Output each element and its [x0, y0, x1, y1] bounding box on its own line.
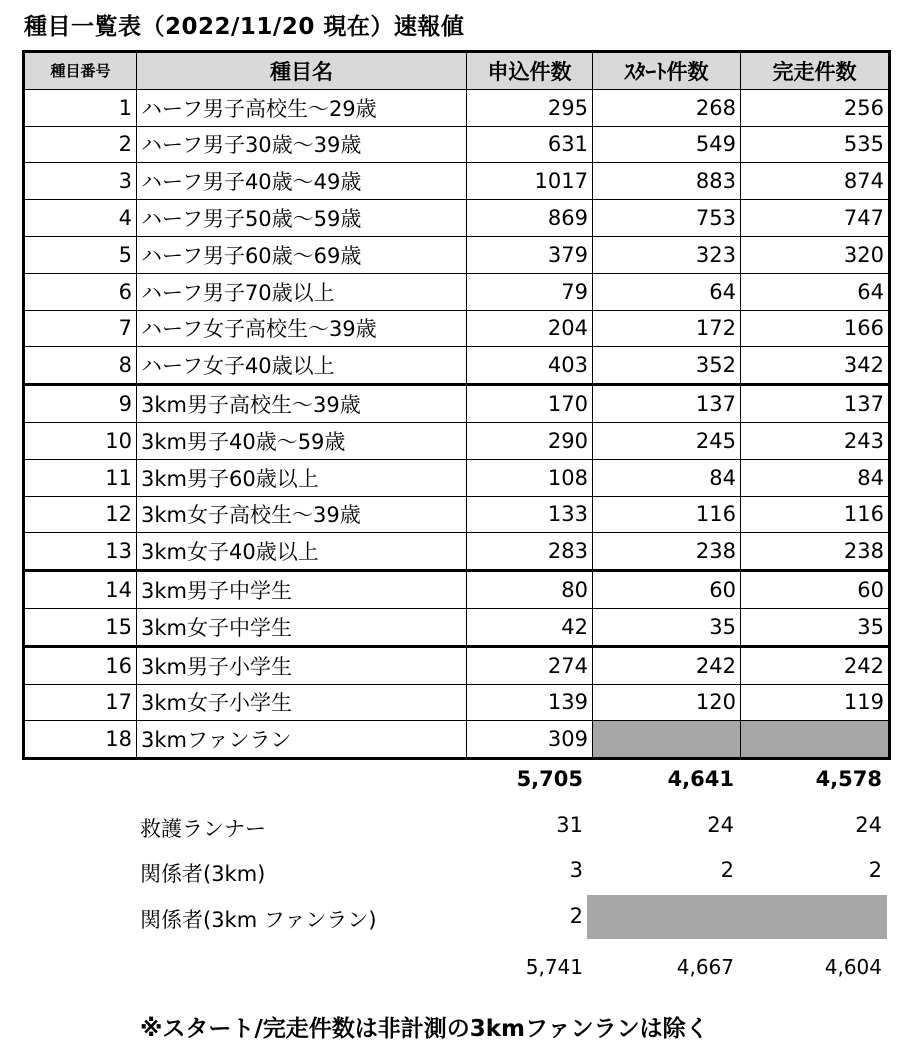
finishes-cell: 243 [741, 422, 890, 459]
table-row [24, 126, 890, 163]
event-name-cell: 3km女子40歳以上 [137, 533, 467, 571]
finishes-cell: 119 [741, 684, 890, 721]
event-name-cell: 3km男子高校生～39歳 [137, 385, 467, 423]
table-row [24, 273, 890, 310]
header-event-name: 種目名 [137, 52, 467, 90]
event-name-cell: 3km女子高校生～39歳 [137, 496, 467, 533]
finishes-cell: 747 [741, 200, 890, 237]
event-name-cell: ハーフ男子40歳～49歳 [137, 163, 467, 200]
event-number-cell: 9 [24, 385, 137, 423]
applications-cell: 295 [467, 89, 593, 126]
event-number-cell: 1 [24, 89, 137, 126]
applications-cell: 204 [467, 310, 593, 347]
applications-cell: 133 [467, 496, 593, 533]
event-name-cell: 3km男子40歳～59歳 [137, 422, 467, 459]
events-table [22, 50, 891, 760]
starts-cell: 883 [593, 163, 741, 200]
applications-cell: 309 [467, 721, 593, 759]
event-number-cell: 4 [24, 200, 137, 237]
event-number-cell: 11 [24, 459, 137, 496]
total-finishes: 4,604 [824, 955, 882, 979]
finishes-cell: 535 [741, 126, 890, 163]
footnote: ※スタート/完走件数は非計測の3kmファンランは除く [140, 1016, 709, 1042]
starts-cell: 64 [593, 273, 741, 310]
applications-cell: 274 [467, 646, 593, 684]
event-number-cell: 12 [24, 496, 137, 533]
applications-cell: 139 [467, 684, 593, 721]
table-header-row [24, 52, 890, 90]
starts-cell: 172 [593, 310, 741, 347]
table-row [24, 89, 890, 126]
event-number-cell: 7 [24, 310, 137, 347]
starts-cell: 352 [593, 347, 741, 385]
event-number-cell: 15 [24, 608, 137, 646]
event-number-cell: 16 [24, 646, 137, 684]
starts-cell: 242 [593, 646, 741, 684]
starts-cell: 84 [593, 459, 741, 496]
extra-applications: 2 [569, 904, 583, 928]
applications-cell: 290 [467, 422, 593, 459]
event-name-cell: 3km女子中学生 [137, 608, 467, 646]
extra-row [0, 858, 912, 898]
extra-row [0, 904, 912, 944]
extra-starts: 24 [707, 813, 734, 837]
extra-finishes: 2 [868, 858, 882, 882]
table-row [24, 684, 890, 721]
table-row [24, 571, 890, 609]
finishes-cell: 84 [741, 459, 890, 496]
subtotal-finishes: 4,578 [815, 767, 882, 791]
finishes-cell: 238 [741, 533, 890, 571]
table-row [24, 236, 890, 273]
table-row [24, 496, 890, 533]
event-number-cell: 5 [24, 236, 137, 273]
finishes-cell: 320 [741, 236, 890, 273]
event-name-cell: 3km男子60歳以上 [137, 459, 467, 496]
header-applications: 申込件数 [467, 52, 593, 90]
applications-cell: 79 [467, 273, 593, 310]
event-number-cell: 18 [24, 721, 137, 759]
extra-applications: 31 [556, 813, 583, 837]
page-title: 種目一覧表（2022/11/20 現在）速報値 [24, 14, 465, 40]
header-starts: ｽﾀｰﾄ件数 [593, 52, 741, 90]
header-event-number: 種目番号 [24, 52, 137, 90]
event-number-cell: 14 [24, 571, 137, 609]
event-name-cell: ハーフ男子70歳以上 [137, 273, 467, 310]
finishes-cell: 60 [741, 571, 890, 609]
event-name-cell: ハーフ男子高校生～29歳 [137, 89, 467, 126]
event-number-cell: 2 [24, 126, 137, 163]
extra-label: 救護ランナー [140, 817, 266, 841]
event-number-cell: 13 [24, 533, 137, 571]
total-applications: 5,741 [525, 955, 583, 979]
extra-label: 関係者(3km) [140, 862, 266, 886]
applications-cell: 170 [467, 385, 593, 423]
finishes-cell [741, 721, 890, 759]
table-row [24, 533, 890, 571]
event-name-cell: ハーフ男子60歳～69歳 [137, 236, 467, 273]
starts-cell: 245 [593, 422, 741, 459]
finishes-cell: 64 [741, 273, 890, 310]
applications-cell: 42 [467, 608, 593, 646]
starts-cell [593, 721, 741, 759]
applications-cell: 80 [467, 571, 593, 609]
event-number-cell: 3 [24, 163, 137, 200]
starts-cell: 753 [593, 200, 741, 237]
finishes-cell: 166 [741, 310, 890, 347]
extra-finishes: 24 [855, 813, 882, 837]
event-name-cell: ハーフ男子50歳～59歳 [137, 200, 467, 237]
starts-cell: 35 [593, 608, 741, 646]
table-row [24, 721, 890, 759]
finishes-cell: 874 [741, 163, 890, 200]
starts-cell: 549 [593, 126, 741, 163]
starts-cell: 137 [593, 385, 741, 423]
extra-starts: 2 [720, 858, 734, 882]
extra-applications: 3 [569, 858, 583, 882]
starts-cell: 238 [593, 533, 741, 571]
applications-cell: 108 [467, 459, 593, 496]
finishes-cell: 116 [741, 496, 890, 533]
subtotal-row [0, 767, 912, 807]
table-row [24, 200, 890, 237]
starts-cell: 120 [593, 684, 741, 721]
event-name-cell: 3km男子中学生 [137, 571, 467, 609]
applications-cell: 631 [467, 126, 593, 163]
table-row [24, 163, 890, 200]
subtotal-applications: 5,705 [516, 767, 583, 791]
table-row [24, 646, 890, 684]
applications-cell: 379 [467, 236, 593, 273]
applications-cell: 403 [467, 347, 593, 385]
total-row [0, 955, 912, 995]
table-row [24, 459, 890, 496]
table-row [24, 347, 890, 385]
subtotal-starts: 4,641 [667, 767, 734, 791]
table-row [24, 608, 890, 646]
applications-cell: 283 [467, 533, 593, 571]
applications-cell: 1017 [467, 163, 593, 200]
starts-cell: 60 [593, 571, 741, 609]
starts-cell: 323 [593, 236, 741, 273]
starts-cell: 268 [593, 89, 741, 126]
applications-cell: 869 [467, 200, 593, 237]
event-name-cell: ハーフ女子40歳以上 [137, 347, 467, 385]
starts-cell: 116 [593, 496, 741, 533]
event-number-cell: 6 [24, 273, 137, 310]
extra-label: 関係者(3km ファンラン) [140, 908, 377, 932]
header-finishes: 完走件数 [741, 52, 890, 90]
event-name-cell: ハーフ女子高校生～39歳 [137, 310, 467, 347]
finishes-cell: 342 [741, 347, 890, 385]
table-row [24, 385, 890, 423]
event-number-cell: 8 [24, 347, 137, 385]
event-name-cell: 3km女子小学生 [137, 684, 467, 721]
table-row [24, 310, 890, 347]
finishes-cell: 35 [741, 608, 890, 646]
event-number-cell: 17 [24, 684, 137, 721]
finishes-cell: 242 [741, 646, 890, 684]
finishes-cell: 137 [741, 385, 890, 423]
finishes-cell: 256 [741, 89, 890, 126]
event-name-cell: ハーフ男子30歳～39歳 [137, 126, 467, 163]
event-name-cell: 3km男子小学生 [137, 646, 467, 684]
event-number-cell: 10 [24, 422, 137, 459]
table-row [24, 422, 890, 459]
total-starts: 4,667 [676, 955, 734, 979]
event-name-cell: 3kmファンラン [137, 721, 467, 759]
extra-row [0, 813, 912, 853]
